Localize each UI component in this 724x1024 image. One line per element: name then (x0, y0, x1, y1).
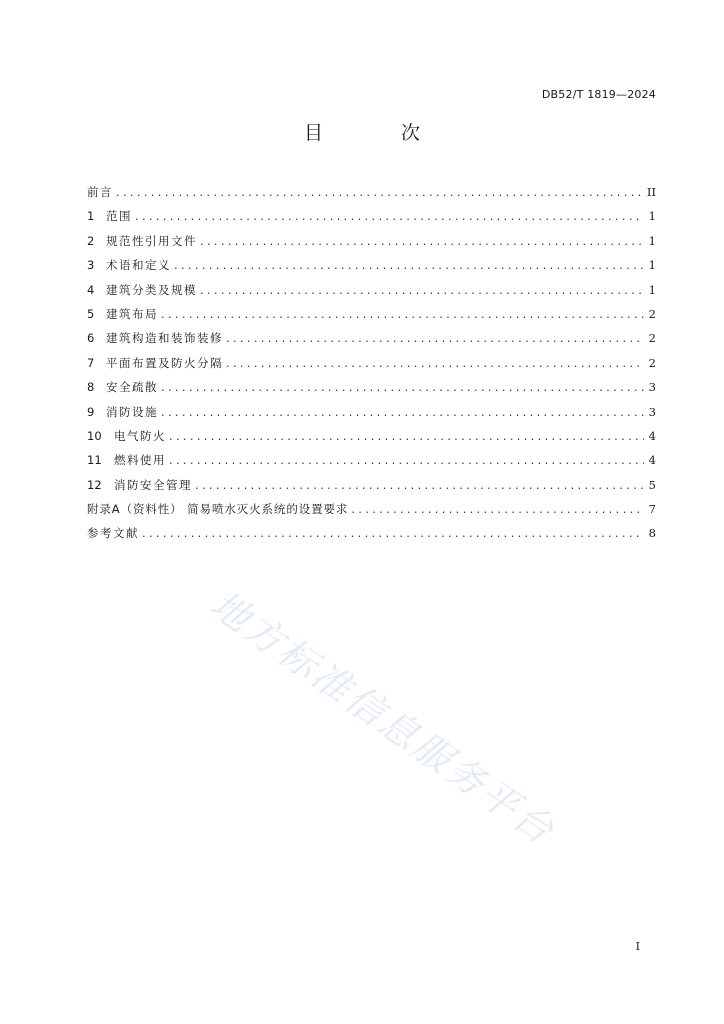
toc-entry-number: 12 (87, 477, 102, 492)
watermark: 地方标准信息服务平台 (202, 582, 564, 854)
toc-entry-number: 6 (87, 331, 95, 346)
toc-entry-page: 2 (648, 306, 656, 321)
toc-entry-fire-facilities[interactable] (87, 400, 656, 424)
toc-entry-page: 8 (648, 526, 656, 541)
toc-leader-dots (351, 497, 644, 521)
toc-entry-fuel-use[interactable] (87, 448, 656, 472)
toc-entry-label: 消防安全管理 (114, 477, 192, 492)
toc-entry-label: 范围 (106, 209, 132, 224)
page-number: I (635, 940, 640, 953)
toc-entry-number: 1 (87, 209, 95, 224)
toc-entry-appendix-a[interactable] (87, 497, 656, 521)
page-title: 目 次 (303, 122, 457, 144)
toc-entry-page: 1 (648, 233, 656, 248)
toc-leader-dots (200, 229, 644, 253)
toc-entry-label: 前言 (87, 185, 113, 199)
toc-entry-label: 消防设施 (106, 404, 158, 419)
toc-entry-number: 11 (87, 453, 102, 468)
toc-entry-page: 2 (648, 355, 656, 370)
toc-entry-foreword[interactable] (87, 180, 656, 204)
toc-leader-dots (161, 375, 644, 399)
toc-entry-number: 7 (87, 355, 95, 370)
toc-entry-label: 参考文献 (87, 526, 139, 541)
toc-leader-dots (226, 326, 644, 350)
toc-entry-number: 3 (87, 258, 95, 273)
toc-entry-label: 建筑构造和装饰装修 (106, 331, 223, 346)
toc-entry-number: 5 (87, 306, 95, 321)
toc-entry-page: II (646, 185, 656, 199)
toc-entry-label: 平面布置及防火分隔 (106, 355, 223, 370)
toc-entry-construction-decoration[interactable] (87, 326, 656, 350)
toc-leader-dots (200, 278, 644, 302)
toc-entry-label: 建筑布局 (106, 306, 158, 321)
toc-leader-dots (161, 400, 644, 424)
toc-entry-page: 2 (648, 331, 656, 346)
toc-entry-electrical-fire-prevention[interactable] (87, 424, 656, 448)
toc-leader-dots (169, 424, 644, 448)
toc-entry-building-classification[interactable] (87, 278, 656, 302)
toc-entry-normative-references[interactable] (87, 229, 656, 253)
toc-entry-number: 4 (87, 282, 95, 297)
toc-entry-page: 7 (648, 502, 656, 517)
toc-entry-label: 规范性引用文件 (106, 233, 197, 248)
toc-entry-label: 安全疏散 (106, 380, 158, 395)
toc-leader-dots (116, 180, 643, 204)
toc-leader-dots (169, 448, 644, 472)
toc-leader-dots (142, 521, 644, 545)
toc-entry-page: 5 (648, 477, 656, 492)
toc-entry-label: 附录A（资料性） 简易喷水灭火系统的设置要求 (87, 502, 349, 517)
toc-leader-dots (174, 253, 644, 277)
toc-entry-page: 3 (648, 404, 656, 419)
toc-entry-safe-evacuation[interactable] (87, 375, 656, 399)
toc-entry-number: 2 (87, 233, 95, 248)
toc-entry-label: 建筑分类及规模 (106, 282, 197, 297)
toc-entry-floor-plan-fire-separation[interactable] (87, 351, 656, 375)
toc-entry-page: 4 (648, 428, 656, 443)
toc-entry-scope[interactable] (87, 204, 656, 228)
toc-leader-dots (161, 302, 644, 326)
toc-entry-page: 1 (648, 209, 656, 224)
toc-entry-building-layout[interactable] (87, 302, 656, 326)
toc-entry-number: 10 (87, 428, 102, 443)
toc-entry-label: 术语和定义 (106, 258, 171, 273)
toc-entry-page: 3 (648, 380, 656, 395)
table-of-contents (87, 180, 656, 546)
toc-entry-label: 电气防火 (114, 428, 166, 443)
toc-leader-dots (195, 473, 644, 497)
toc-leader-dots (226, 351, 644, 375)
toc-entry-fire-safety-management[interactable] (87, 473, 656, 497)
toc-entry-terms-definitions[interactable] (87, 253, 656, 277)
toc-entry-number: 8 (87, 380, 95, 395)
toc-entry-bibliography[interactable] (87, 521, 656, 545)
toc-entry-page: 1 (648, 258, 656, 273)
toc-entry-page: 4 (648, 453, 656, 468)
toc-entry-page: 1 (648, 282, 656, 297)
standard-code: DB52/T 1819—2024 (541, 88, 656, 101)
toc-leader-dots (135, 204, 644, 228)
toc-entry-number: 9 (87, 404, 95, 419)
toc-entry-label: 燃料使用 (114, 453, 166, 468)
